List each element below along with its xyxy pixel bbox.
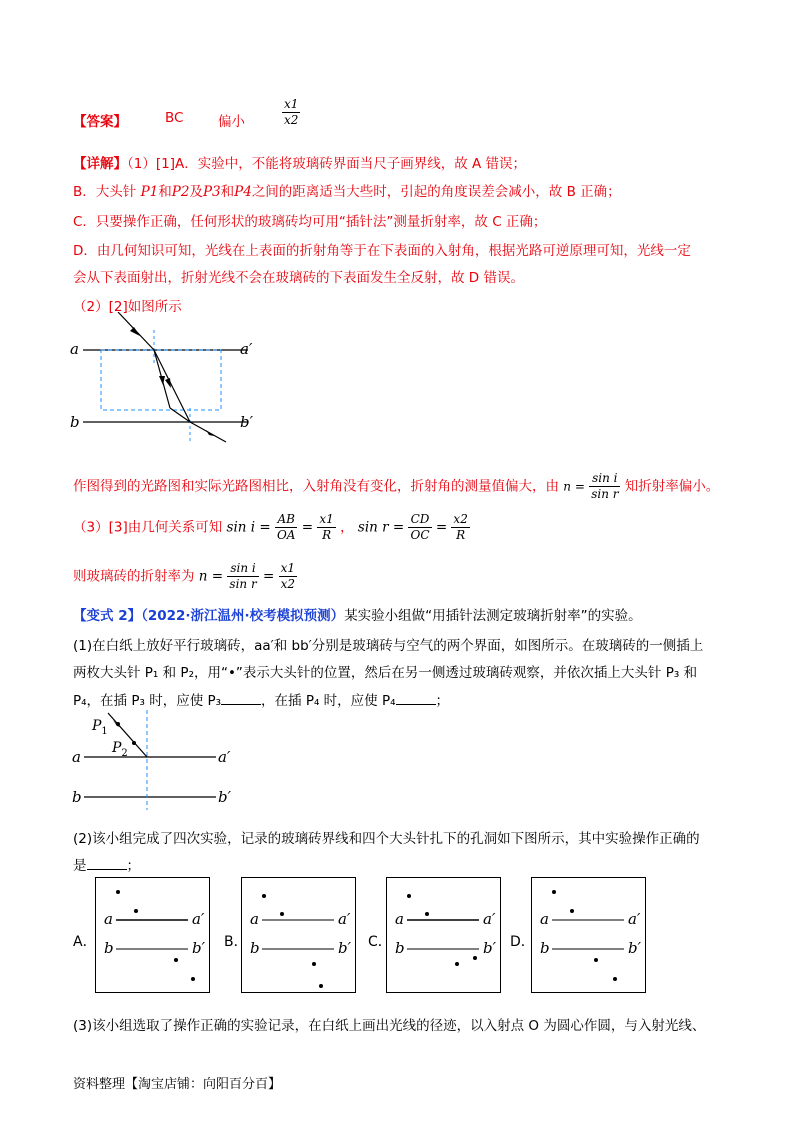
explain-part3: （3）[3]由几何关系可知 sin i = $\frac{AB}{OA}$ = $\frac{x1}{R}$ ， sin r = $\frac{CD}{OC}$ = $\frac{x2}{R}$: [73, 512, 468, 542]
answer-choice: BC: [165, 110, 184, 126]
fig2-label-a: a: [72, 748, 81, 766]
option-b-label: B．: [224, 934, 248, 950]
svg-text:b: b: [540, 939, 550, 957]
explain-line-d2: 会从下表面射出，折射光线不会在玻璃砖的下表面发生全反射，故 D 错误。: [73, 270, 524, 286]
option-b-box[interactable]: [241, 877, 356, 993]
explain-line-c: C．只要操作正确，任何形状的玻璃砖均可用“插针法”测量折射率，故 C 正确；: [73, 214, 547, 230]
option-c-label: C．: [368, 934, 392, 950]
fig2-label-p2: $P_2$: [112, 740, 128, 759]
option-a-label: A．: [73, 934, 97, 950]
explain-part2-conclusion: 作图得到的光路图和实际光路图相比，入射角没有变化，折射角的测量值偏大，由 n = $\frac{\text{sin i}}{\text{sin r}}$ 知折射率偏小。: [73, 471, 720, 501]
fig1-label-b2: b′: [240, 413, 254, 431]
fig1-label-a: a: [70, 340, 79, 358]
answer-ratio: $\frac{x1}{x2}$: [284, 97, 299, 127]
svg-text:a′: a′: [628, 910, 641, 928]
svg-text:a: a: [540, 910, 549, 928]
svg-text:b′: b′: [192, 939, 206, 957]
svg-text:a: a: [250, 910, 259, 928]
variant-header: 【变式 2】（2022·浙江温州·校考模拟预测）某实验小组做“用插针法测定玻璃折射率”的实验。: [73, 608, 642, 624]
svg-text:a′: a′: [192, 910, 205, 928]
fig2-label-b: b: [72, 788, 82, 806]
svg-text:b: b: [395, 939, 405, 957]
answer-label: 【答案】: [73, 114, 127, 130]
option-a-box[interactable]: [95, 877, 210, 993]
explain-line-b: B．大头针 P1和P2及P3和P4之间的距离适当大些时，引起的角度误差会减小，故 B 正确；: [73, 184, 621, 200]
explain-line-1: 【详解】（1）[1]A．实验中，不能将玻璃砖界面当尺子画界线，故 A 错误；: [73, 156, 527, 172]
fig2-label-a2: a′: [218, 748, 231, 766]
fig1-label-a2: a′: [240, 340, 253, 358]
svg-text:a′: a′: [483, 910, 496, 928]
footer: 资料整理【淘宝店铺：向阳百分百】: [73, 1077, 282, 1092]
answer-bias: 偏小: [218, 114, 245, 130]
svg-text:b′: b′: [483, 939, 497, 957]
option-d-box[interactable]: [531, 877, 646, 993]
svg-text:b: b: [250, 939, 260, 957]
svg-text:a: a: [104, 910, 113, 928]
option-d-label: D．: [510, 934, 535, 950]
pin-diagram: [68, 710, 248, 815]
svg-text:b′: b′: [628, 939, 642, 957]
refraction-diagram-1: [68, 312, 268, 462]
option-c-box[interactable]: [386, 877, 501, 993]
variant-q3-line1: (3)该小组选取了操作正确的实验记录，在白纸上画出光线的径迹，以入射点 O 为圆心作圆，与入射光线、: [73, 1018, 706, 1034]
explain-part2: （2）[2]如图所示: [73, 299, 182, 315]
variant-q2-line2: 是 ；: [73, 858, 140, 874]
variant-q1-line2: 两枚大头针 P₁ 和 P₂，用“•”表示大头针的位置，然后在另一侧透过玻璃砖观察，并依次插上大头针 P₃ 和: [73, 665, 698, 681]
svg-text:b′: b′: [338, 939, 352, 957]
variant-q1-line1: (1)在白纸上放好平行玻璃砖，aa′和 bb′分别是玻璃砖与空气的两个界面，如图所示。在玻璃砖的一侧插上: [73, 638, 704, 654]
explain-line-d1: D．由几何知识可知，光线在上表面的折射角等于在下表面的入射角，根据光路可逆原理可知，光线一定: [73, 243, 691, 259]
blank-p3[interactable]: [221, 692, 261, 705]
explain-final: 则玻璃砖的折射率为 n = $\frac{\text{sin i}}{\text{sin r}}$ = $\frac{x1}{x2}$: [73, 561, 295, 591]
svg-text:b: b: [104, 939, 114, 957]
svg-text:a′: a′: [338, 910, 351, 928]
fig1-label-b: b: [70, 413, 80, 431]
fig2-label-p1: $P_1$: [92, 718, 108, 737]
fig2-label-b2: b′: [218, 788, 232, 806]
svg-text:a: a: [395, 910, 404, 928]
variant-q2-line1: (2)该小组完成了四次实验，记录的玻璃砖界线和四个大头针扎下的孔洞如下图所示，其中实验操作正确的: [73, 831, 700, 847]
blank-p4[interactable]: [396, 692, 436, 705]
variant-q1-line3: P₄，在插 P₃ 时，应使 P₃ ，在插 P₄ 时，应使 P₄ ；: [73, 693, 450, 709]
blank-q2[interactable]: [87, 857, 127, 870]
